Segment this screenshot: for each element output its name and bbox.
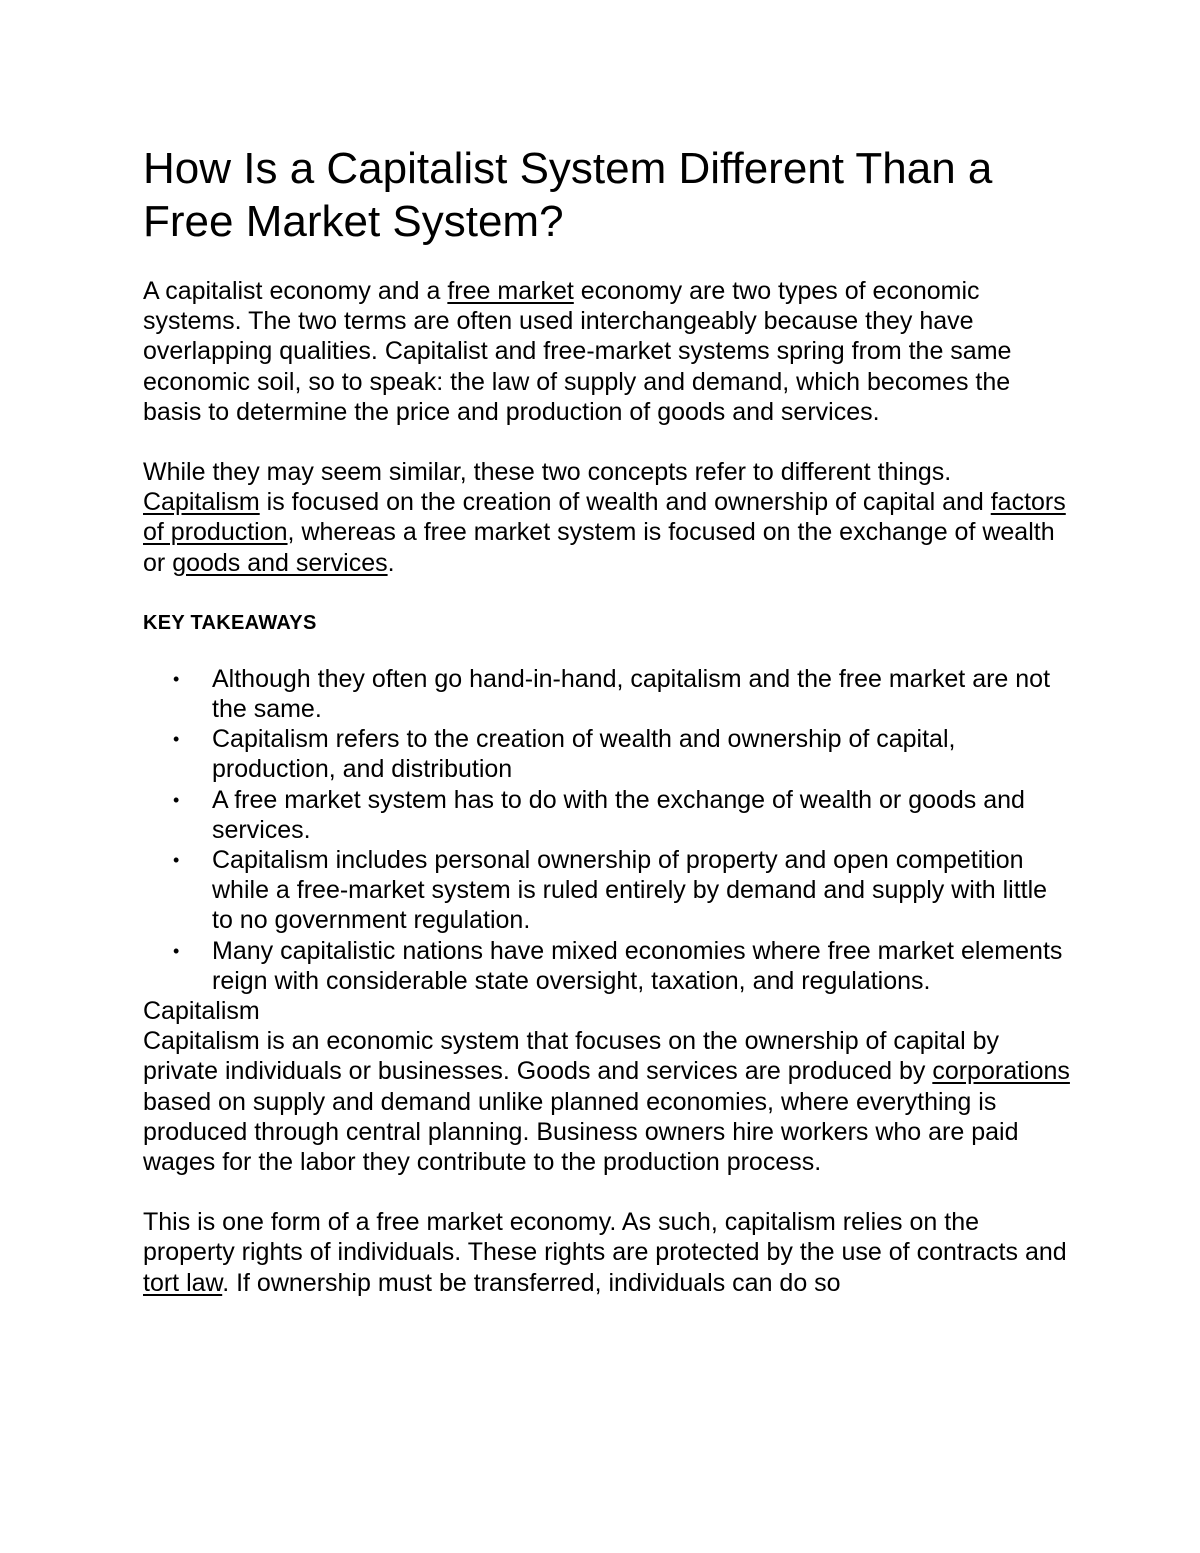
intro-p2-text-after: . [387,548,395,577]
list-item-text: Capitalism includes personal ownership of property and open competition while a free-market system is ruled entirely by demand and supply with little to no government regulation. [212,846,1048,935]
capitalism-section-heading: Capitalism [143,997,260,1026]
list-item [143,936,1073,996]
bullet-icon: • [173,789,180,810]
capitalism-p2-text-before: This is one form of a free market economy. As such, capitalism relies on the property rights of individuals. These rights are protected by the use of contracts and [143,1208,1067,1267]
list-item [143,785,1073,845]
key-takeaways-list [143,664,1073,996]
capitalism-p1-text-after: based on supply and demand unlike planned economies, where everything is produced through central planning. Business owners hire workers who are paid wages for the labor they contribute to the production process. [143,1087,1019,1177]
list-item [143,724,1073,784]
corporations-link[interactable]: corporations [932,1057,1070,1086]
list-item-text: A free market system has to do with the exchange of wealth or goods and services. [212,785,1025,844]
key-takeaways-heading: KEY TAKEAWAYS [143,611,317,634]
list-item-text: Although they often go hand-in-hand, capitalism and the free market are not the same. [212,664,1051,724]
bullet-icon: • [173,729,180,750]
bullet-icon: • [173,940,180,961]
tort-law-link[interactable]: tort law [143,1268,223,1297]
capitalism-paragraph-1 [143,1026,1073,1177]
bullet-icon: • [173,668,180,689]
bullet-icon: • [173,850,180,871]
document-title: How Is a Capitalist System Different Than a Free Market System? [143,144,993,246]
capitalism-p1-text-before: Capitalism is an economic system that focuses on the ownership of capital by private individuals or businesses. Goods and services are produced by [143,1027,999,1086]
intro-p2-text-mid2: , whereas a free market system is focused on the exchange of wealth or [143,518,1055,577]
goods-and-services-link[interactable]: goods and services [172,548,388,577]
intro-paragraph-1 [143,276,1073,427]
capitalism-paragraph-2 [143,1207,1073,1298]
list-item-text: Capitalism refers to the creation of wealth and ownership of capital, production, and distribution [212,725,956,784]
list-item-text: Many capitalistic nations have mixed economies where free market elements reign with considerable state oversight, taxation, and regulations. [212,936,1063,995]
capitalism-p2-text-after: . If ownership must be transferred, individuals can do so [222,1268,841,1297]
free-market-link[interactable]: free market [447,277,574,305]
capitalism-link[interactable]: Capitalism [143,488,260,517]
intro-p1-text-before: A capitalist economy and a [143,277,448,305]
document-page [143,142,1073,1328]
intro-paragraph-2 [143,457,1073,578]
intro-p2-text-before: While they may seem similar, these two concepts refer to different things. [143,458,952,487]
intro-p2-text-mid1: is focused on the creation of wealth and ownership of capital and [259,488,991,517]
intro-p1-text-after: economy are two types of economic systems. The two terms are often used interchangeably because they have overlapping qualities. Capitalist and free-market systems spring from the same economic soil, so to speak: the law of supply and demand, which becomes the basis to determine the price and production of goods and services. [143,277,1012,426]
list-item [143,664,1073,724]
factors-of-production-link[interactable]: factors of production [143,488,1066,547]
list-item [143,845,1073,936]
